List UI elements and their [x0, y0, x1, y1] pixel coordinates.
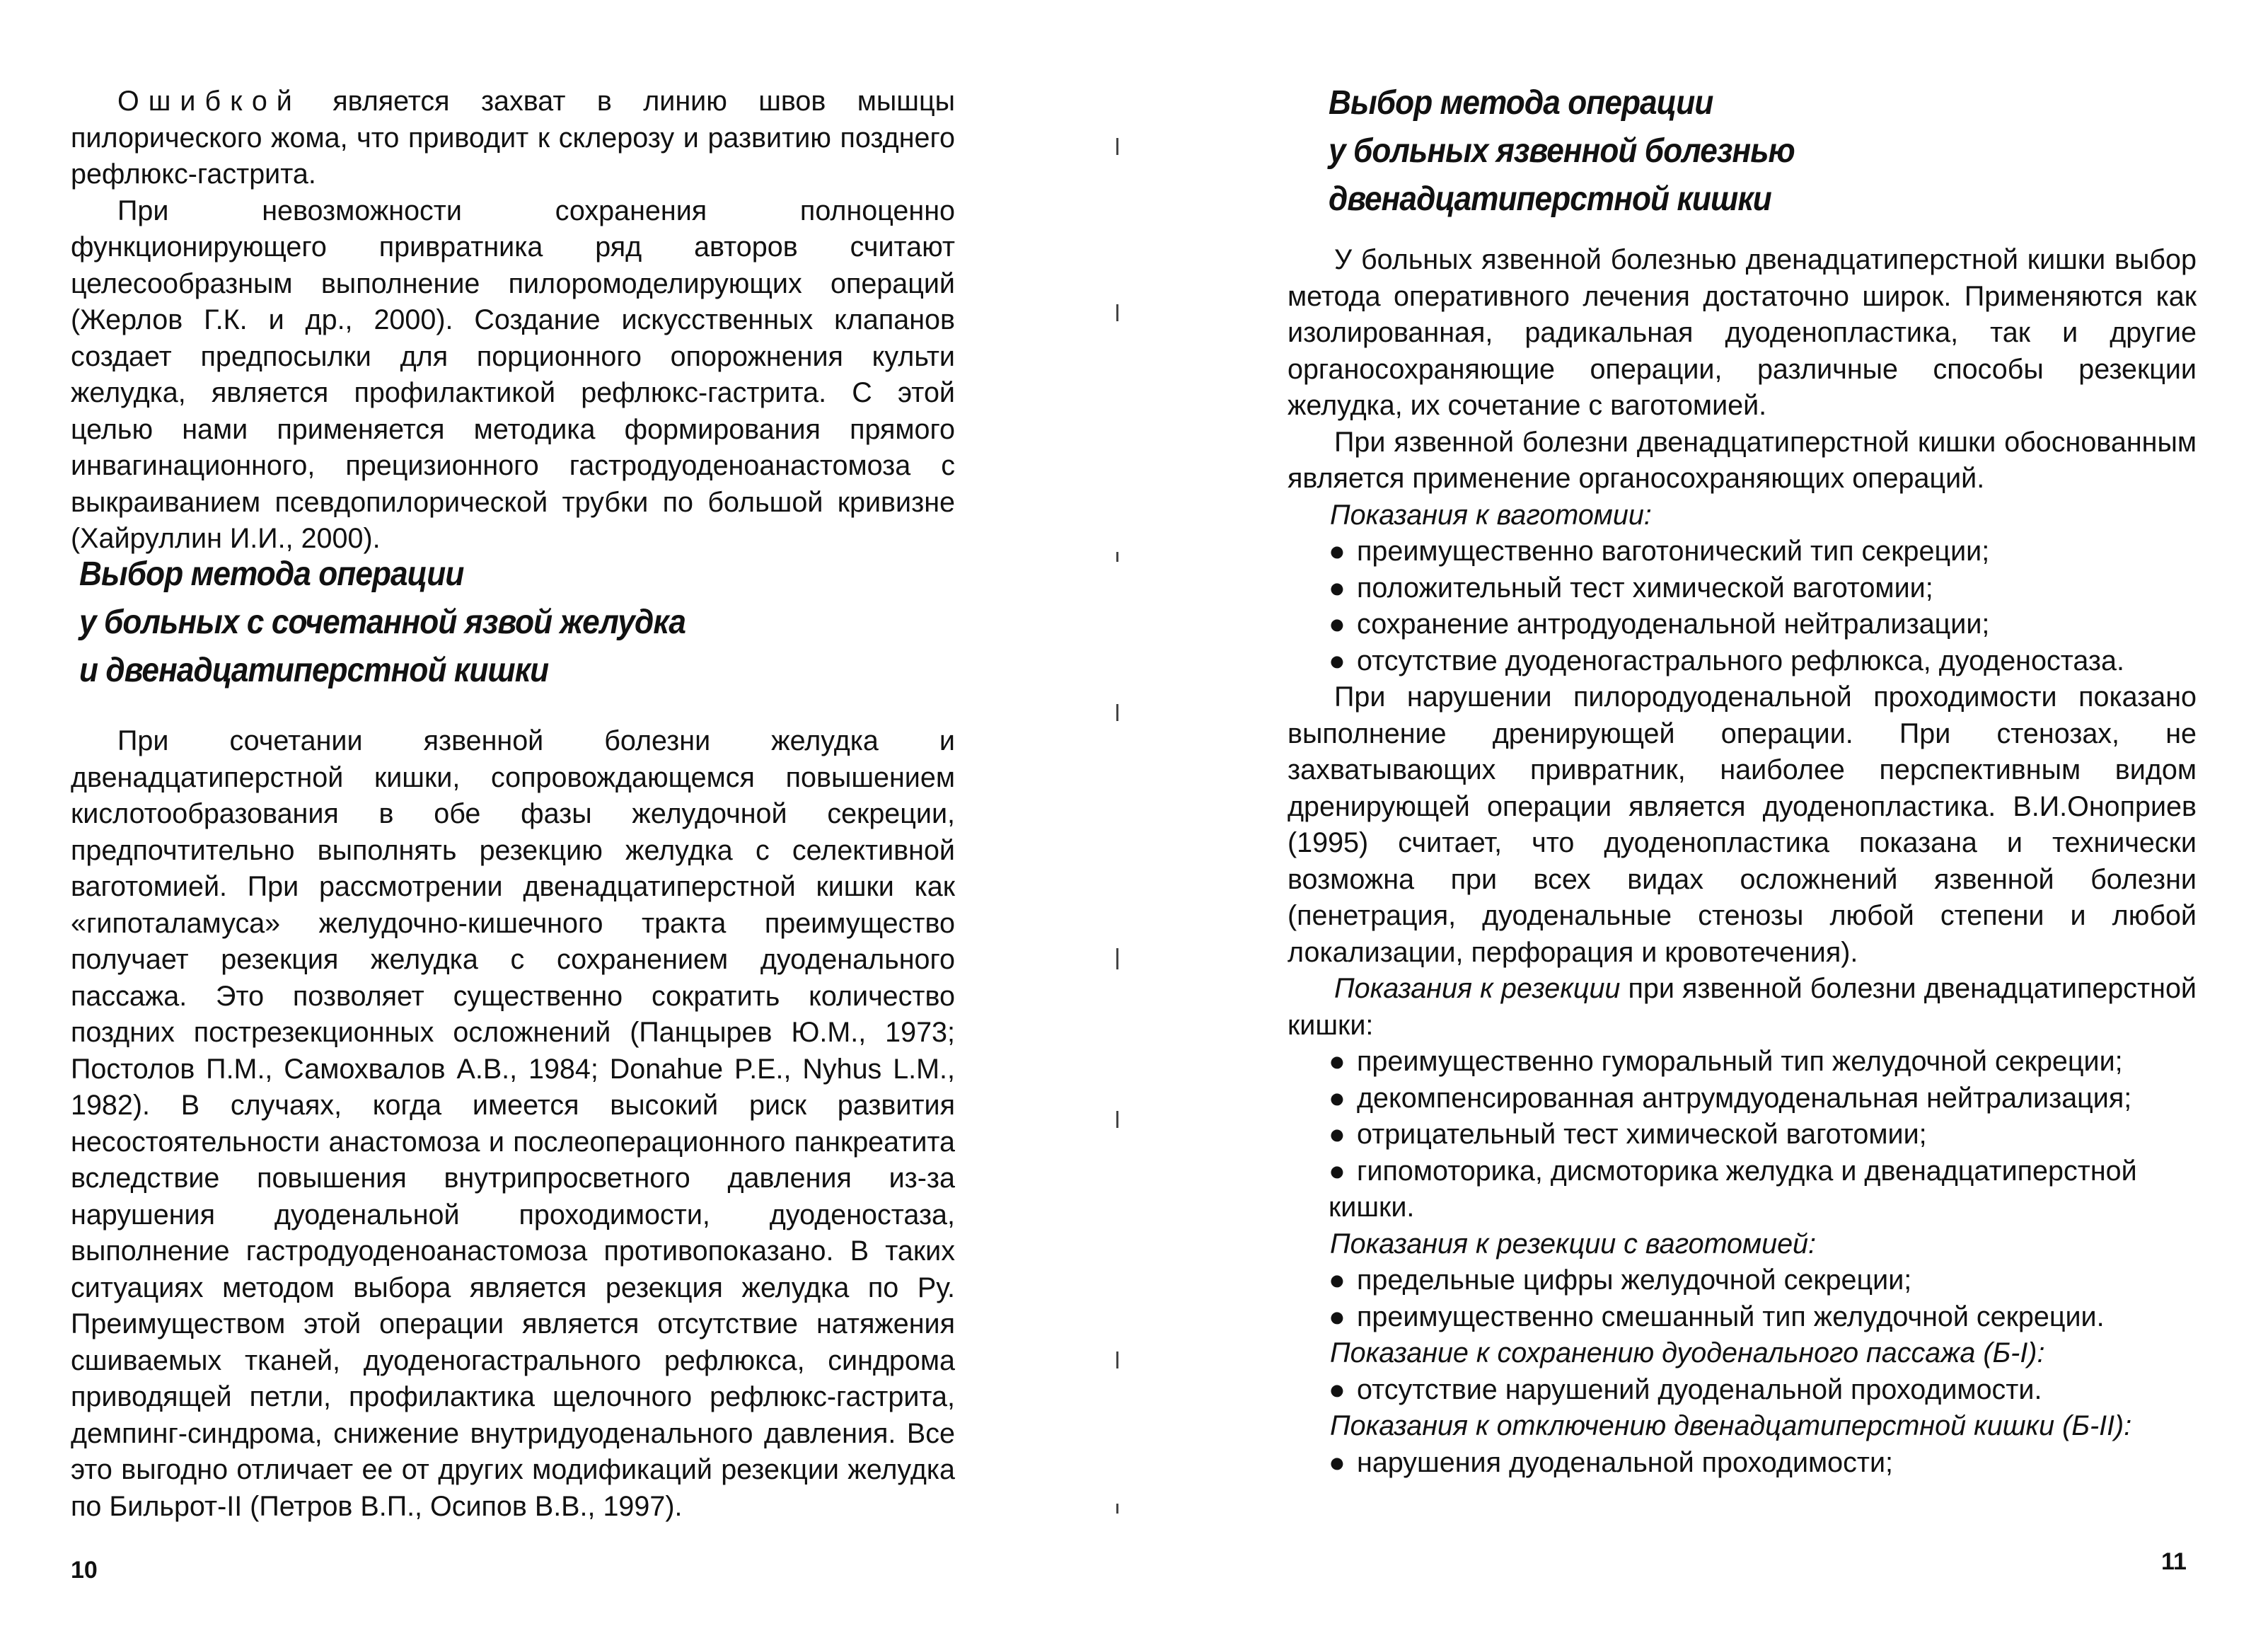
heading-line: Выбор метода операции: [79, 555, 464, 593]
list-item-text: декомпенсированная антрумдуоденальная нейтрализация;: [1357, 1082, 2132, 1114]
indications-heading: Показание к сохранению дуоденального пассажа (Б-I):: [1330, 1337, 2045, 1368]
paragraph: При сочетании язвенной болезни желудка и двенадцатиперстной кишки, сопровождающемся повышением кислотообразования в обе фазы желудочной секреции, предпочтительно выполнять резекцию желудка с селективной ваготомией. При рассмотрении двенадцатиперстной кишки как «гипоталамуса» желудочно-кишечного тракта преимущество получает резекция желудка с сохранением дуоденального пассажа. Это позволяет существенно сократить количество поздних пострезекционных осложнений (Панцырев Ю.М., 1973; Постолов П.М., Самохвалов А.В., 1984; Donahue P.E., Nyhus L.M., 1982). В случаях, когда имеется высокий риск развития несостоятельности анастомоза и послеоперационного панкреатита вследствие повышения внутрипросветного давления из-за нарушения дуоденальной проходимости, дуоденостаза, выполнение гастродуоденоанастомоза противопоказано. В таких ситуациях методом выбора является резекция желудка по Ру. Преимуществом этой операции является отсутствие натяжения сшиваемых тканей, дуоденогастрального рефлюкса, синдрома приводящей петли, профилактика щелочного рефлюкс-гастрита, демпинг-синдрома, снижение внутридуоденального давления. Все это выгодно отличает ее от других модификаций резекции желудка по Бильрот-II (Петров В.П., Осипов В.В., 1997).: [71, 725, 955, 1522]
list-item: [1288, 1080, 2197, 1117]
fold-mark: [1116, 1504, 1118, 1514]
left-intro-text: [71, 83, 955, 558]
bullet-icon: ●: [1329, 1301, 1346, 1332]
page-number: 11: [2161, 1548, 2187, 1575]
bullet-icon: ●: [1329, 572, 1346, 604]
list-item-text: нарушения дуоденальной проходимости;: [1357, 1446, 1894, 1478]
bullet-icon: ●: [1329, 1373, 1346, 1405]
list-item: [1288, 1372, 2197, 1409]
left-body-text: [71, 723, 955, 1525]
fold-mark: [1116, 138, 1118, 155]
list-item-text: преимущественно смешанный тип желудочной секреции.: [1357, 1301, 2105, 1332]
heading-line: и двенадцатиперстной кишки: [79, 652, 549, 689]
bullet-icon: ●: [1329, 1155, 1346, 1187]
list-item-text: преимущественно гуморальный тип желудочной секреции;: [1357, 1046, 2123, 1077]
list-item: [1288, 534, 2197, 570]
list-item-text: отрицательный тест химической ваготомии;: [1357, 1119, 1927, 1150]
paragraph: При язвенной болезни двенадцатиперстной кишки обоснованным является применение органосохраняющих операций.: [1288, 426, 2197, 494]
paragraph-text: при язвенной болезни двенадцатиперстной кишки:: [1288, 973, 2197, 1041]
section-heading: [79, 551, 808, 695]
list-item-text: преимущественно ваготонический тип секреции;: [1357, 536, 1990, 567]
list-item-text: предельные цифры желудочной секреции;: [1357, 1264, 1912, 1296]
list-item: [1288, 1299, 2197, 1336]
emphasis-word: Ошибкой: [117, 86, 301, 117]
fold-mark: [1116, 552, 1118, 562]
list-item: [1288, 1262, 2197, 1299]
list-item-text: положительный тест химической ваготомии;: [1357, 572, 1933, 604]
duodenum-exclusion-indications-list: [1288, 1445, 2197, 1482]
list-item: [1288, 643, 2197, 680]
list-item-text: гипомоторика, дисмоторика желудка и двенадцатиперстной кишки.: [1329, 1155, 2137, 1223]
list-item: [1288, 1117, 2197, 1153]
bullet-icon: ●: [1329, 609, 1346, 640]
indications-heading: Показания к резекции: [1334, 973, 1621, 1004]
paragraph: При невозможности сохранения полноценно функционирующего привратника ряд авторов считают целесообразным выполнение пилоромоделирующих операций (Жерлов Г.К. и др., 2000). Создание искусственных клапанов создает предпосылки для порционного опорожнения культи желудка, является профилактикой рефлюкс-гастрита. С этой целью нами применяется методика формирования прямого инвагинационного, прецизионного гастродуоденоанастомоза с выкраиванием псевдопилорической трубки по большой кривизне (Хайруллин И.И., 2000).: [71, 195, 955, 554]
indications-heading: Показания к резекции с ваготомией:: [1330, 1228, 1816, 1260]
resection-vagotomy-indications-list: [1288, 1262, 2197, 1335]
list-item: [1288, 570, 2197, 607]
list-item: [1288, 606, 2197, 643]
list-item-text: отсутствие дуоденогастрального рефлюкса, дуоденостаза.: [1357, 645, 2124, 676]
list-item: [1288, 1153, 2197, 1226]
paragraph: У больных язвенной болезнью двенадцатиперстной кишки выбор метода оперативного лечения достаточно широк. Применяются как изолированная, радикальная дуоденопластика, так и другие органосохраняющие операции, различные способы резекции желудка, их сочетание с ваготомией.: [1288, 244, 2197, 421]
heading-line: у больных язвенной болезнью: [1329, 132, 1795, 170]
bullet-icon: ●: [1329, 1082, 1346, 1114]
paragraph: При нарушении пилородуоденальной проходимости показано выполнение дренирующей операции. При стенозах, не захватывающих привратник, наиболее перспективным видом дренирующей операции является дуоденопластика. В.И.Оноприев (1995) считает, что дуоденопластика показана и технически возможна при всех видах осложнений язвенной болезни (пенетрация, дуоденальные стенозы любой степени и любой локализации, перфорация и кровотечения).: [1288, 681, 2197, 968]
paragraph-text: является захват в линию швов мышцы пилорического жома, что приводит к склерозу и развитию позднего рефлюкс-гастрита.: [71, 86, 955, 190]
list-item-text: сохранение антродуоденальной нейтрализации;: [1357, 609, 1990, 640]
right-body-text: [1288, 242, 2197, 1481]
list-item-text: отсутствие нарушений дуоденальной проходимости.: [1357, 1373, 2042, 1405]
bullet-icon: ●: [1329, 1119, 1346, 1150]
paragraph: [1288, 971, 2197, 1044]
heading-line: двенадцатиперстной кишки: [1329, 180, 1771, 218]
paragraph: [71, 83, 955, 193]
heading-line: Выбор метода операции: [1329, 84, 1713, 122]
list-item: [1288, 1445, 2197, 1482]
bullet-icon: ●: [1329, 1264, 1346, 1296]
bullet-icon: ●: [1329, 1446, 1346, 1478]
indications-heading: Показания к ваготомии:: [1330, 499, 1652, 531]
list-item: [1288, 1044, 2197, 1080]
fold-mark: [1116, 1111, 1118, 1128]
fold-mark: [1116, 704, 1118, 721]
fold-mark: [1116, 948, 1118, 969]
bullet-icon: ●: [1329, 1046, 1346, 1077]
bullet-icon: ●: [1329, 536, 1346, 567]
section-heading: [1329, 79, 2057, 224]
fold-mark: [1116, 304, 1118, 321]
bullet-icon: ●: [1329, 645, 1346, 676]
indications-heading: Показания к отключению двенадцатиперстной кишки (Б-II):: [1330, 1410, 2132, 1441]
heading-line: у больных с сочетанной язвой желудка: [79, 604, 685, 641]
fold-mark: [1116, 1352, 1118, 1368]
vagotomy-indications-list: [1288, 534, 2197, 679]
duodenal-passage-indications-list: [1288, 1372, 2197, 1409]
resection-indications-list: [1288, 1044, 2197, 1226]
page-number: 10: [71, 1557, 98, 1584]
